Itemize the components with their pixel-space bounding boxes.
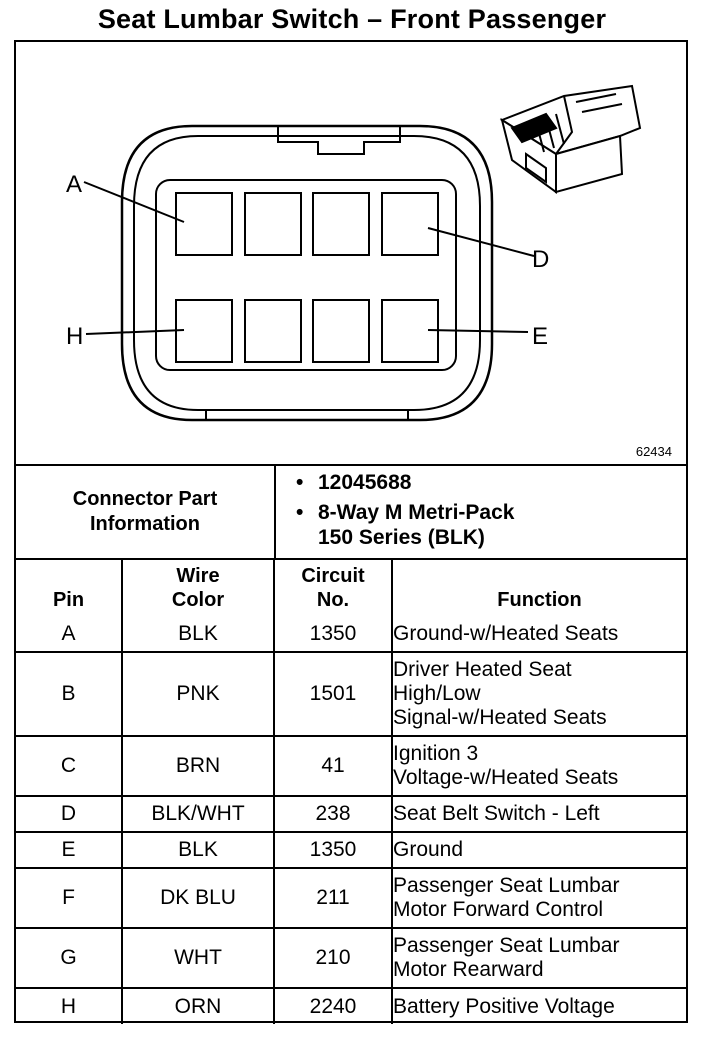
bottom-latch	[206, 410, 408, 420]
wire-color-cell: BLK/WHT	[122, 796, 274, 832]
header-wire-color-line1: Wire	[176, 565, 220, 587]
circuit-cell: 1350	[274, 616, 392, 652]
housing-outline	[122, 126, 492, 420]
pin-cell: G	[16, 928, 122, 988]
wire-color-cell: BLK	[122, 616, 274, 652]
cavity-d	[382, 193, 438, 255]
connector-isometric-icon	[502, 86, 640, 192]
part-number-item	[296, 470, 514, 495]
circuit-cell: 41	[274, 736, 392, 796]
circuit-cell: 211	[274, 868, 392, 928]
table-row	[16, 928, 686, 988]
function-line: Battery Positive Voltage	[393, 994, 615, 1018]
table-row	[16, 832, 686, 868]
table-row	[16, 736, 686, 796]
header-wire-color-line2: Color	[171, 589, 225, 611]
bullet-icon: •	[296, 501, 304, 524]
pin-cell: E	[16, 832, 122, 868]
function-cell	[392, 928, 686, 988]
wire-color-cell: BLK	[122, 832, 274, 868]
figure-id: 62434	[635, 444, 672, 459]
pin-cell: D	[16, 796, 122, 832]
connector-face-drawing	[16, 42, 686, 462]
cavity-area	[156, 180, 456, 370]
header-circuit-line1: Circuit	[301, 565, 365, 587]
label-d: D	[532, 246, 550, 273]
function-cell	[392, 832, 686, 868]
wire-color-cell: WHT	[122, 928, 274, 988]
function-line: Passenger Seat Lumbar	[393, 934, 620, 957]
wire-color-cell: PNK	[122, 652, 274, 736]
function-line: Motor Rearward	[393, 958, 544, 981]
function-cell	[392, 796, 686, 832]
pinout-rows	[16, 616, 686, 1024]
connector-type	[318, 500, 514, 550]
wire-color-cell: ORN	[122, 988, 274, 1024]
table-row	[16, 868, 686, 928]
label-h: H	[66, 323, 84, 350]
pin-cell: H	[16, 988, 122, 1024]
key-tab	[278, 126, 400, 154]
connector-info-label	[16, 466, 276, 558]
pin-cell: F	[16, 868, 122, 928]
table-row	[16, 652, 686, 736]
info-label-line1: Connector Part	[72, 488, 218, 510]
function-cell	[392, 736, 686, 796]
function-line: Voltage-w/Heated Seats	[393, 766, 619, 789]
function-line: Ground-w/Heated Seats	[393, 621, 619, 645]
header-circuit-line2: No.	[316, 589, 350, 611]
table-header-row	[16, 558, 686, 616]
wire-color-cell: BRN	[122, 736, 274, 796]
header-function: Function	[392, 558, 686, 616]
connector-type-line2: 150 Series (BLK)	[318, 526, 485, 549]
label-a: A	[66, 171, 83, 198]
function-cell	[392, 868, 686, 928]
function-line: Ground	[393, 838, 464, 861]
pin-cell: A	[16, 616, 122, 652]
circuit-cell: 238	[274, 796, 392, 832]
table-row	[16, 796, 686, 832]
pinout-table	[16, 558, 686, 1024]
header-wire-color	[122, 558, 274, 616]
table-row	[16, 616, 686, 652]
cavity-f	[313, 300, 369, 362]
table-row	[16, 988, 686, 1024]
function-line: Signal-w/Heated Seats	[393, 706, 607, 729]
connector-type-line1: 8-Way M Metri-Pack	[318, 501, 515, 524]
cavity-g	[245, 300, 301, 362]
function-line: Motor Forward Control	[393, 898, 604, 921]
function-cell	[392, 652, 686, 736]
cavity-c	[313, 193, 369, 255]
leader-e	[428, 330, 528, 332]
function-cell	[392, 988, 686, 1024]
circuit-cell: 1501	[274, 652, 392, 736]
pin-cell: B	[16, 652, 122, 736]
circuit-cell: 1350	[274, 832, 392, 868]
function-cell	[392, 616, 686, 652]
function-line: Driver Heated Seat	[393, 658, 572, 681]
wire-color-cell: DK BLU	[122, 868, 274, 928]
function-line: Seat Belt Switch - Left	[393, 802, 600, 825]
header-pin: Pin	[16, 558, 122, 616]
function-line: High/Low	[393, 682, 481, 705]
label-e: E	[532, 323, 549, 350]
connector-type-item	[296, 500, 514, 550]
header-circuit	[274, 558, 392, 616]
connector-part-info	[16, 466, 686, 560]
housing-inner-outline	[134, 136, 480, 410]
cavity-h	[176, 300, 232, 362]
function-line: Ignition 3	[393, 742, 479, 765]
connector-sheet	[14, 40, 688, 1023]
circuit-cell: 2240	[274, 988, 392, 1024]
cavity-b	[245, 193, 301, 255]
circuit-cell: 210	[274, 928, 392, 988]
page-title: Seat Lumbar Switch – Front Passenger	[97, 4, 607, 34]
cavity-a	[176, 193, 232, 255]
connector-info-values	[296, 470, 514, 555]
bullet-icon: •	[296, 471, 304, 494]
pin-cell: C	[16, 736, 122, 796]
function-line: Passenger Seat Lumbar	[393, 874, 620, 897]
connector-diagram	[16, 42, 686, 466]
info-label-line2: Information	[90, 513, 200, 535]
part-number: 12045688	[318, 471, 412, 494]
